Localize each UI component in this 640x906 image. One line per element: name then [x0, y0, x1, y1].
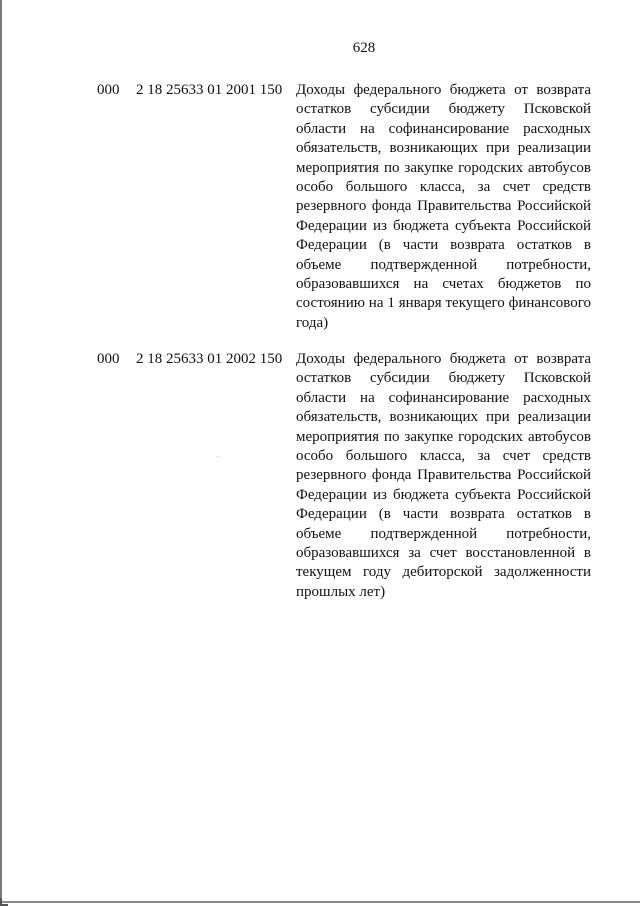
administrator-code: 000	[97, 351, 120, 367]
scan-left-edge	[0, 0, 2, 905]
budget-classification-code: 2 18 25633 01 2002 150	[136, 351, 283, 367]
scan-speck	[217, 456, 218, 457]
page-number: 628	[352, 40, 376, 56]
scan-bottom-edge	[0, 901, 640, 903]
income-description: Доходы федерального бюджета от возврата остатков субсидии бюджету Псковской области на софинансирование расходных обязательств, возникающих при реализации мероприятия по закупке городских автобусов особо большого класса, за счет средств резервного фонда Правительства Российской Федерации из бюджета субъекта Российской Федерации (в части возврата остатков в объеме подтвержденной потребности, образовавшихся на счетах бюджетов по состоянию на 1 января текущего финансового года)	[296, 82, 591, 331]
budget-classification-code: 2 18 25633 01 2001 150	[136, 82, 283, 98]
income-description: Доходы федерального бюджета от возврата остатков субсидии бюджету Псковской области на софинансирование расходных обязательств, возникающих при реализации мероприятия по закупке городских автобусов особо большого класса, за счет средств резервного фонда Правительства Российской Федерации из бюджета субъекта Российской Федерации (в части возврата остатков в объеме подтвержденной потребности, образовавшихся за счет восстановленной в текущем году дебиторской задолженности прошлых лет)	[296, 351, 591, 600]
administrator-code: 000	[97, 82, 120, 98]
